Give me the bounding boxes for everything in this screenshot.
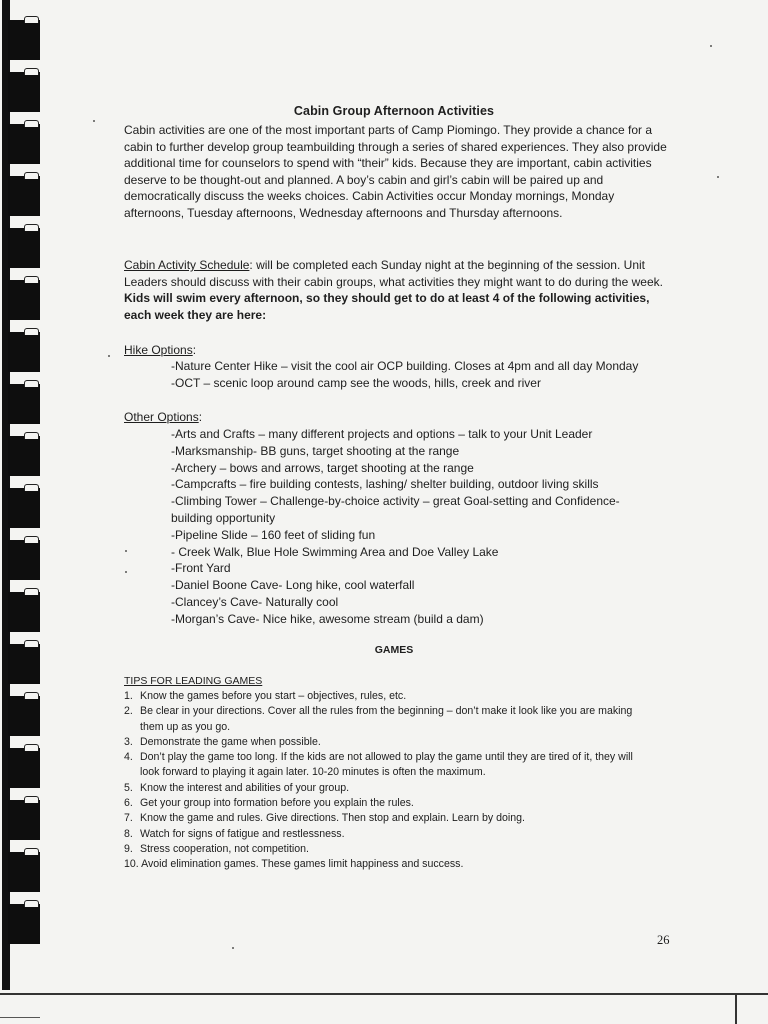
list-item: -Archery – bows and arrows, target shooting at the range [171, 460, 474, 475]
list-item [124, 704, 645, 735]
list-item: -Pipeline Slide – 160 feet of sliding fun [171, 527, 376, 542]
hike-options-heading [124, 342, 196, 359]
item-number: 3. [124, 735, 133, 748]
scan-speck [108, 355, 110, 357]
intro-paragraph: Cabin activities are one of the most important parts of Camp Piomingo. They provide a chance for a cabin to further develop group teambuilding through a series of shared experiences. They also provide additional time for counselors to spend with “their” kids. Because they are important, cabin activities deserve to be thought-out and planned. A boy’s cabin and girl’s cabin will be paired up and democratically discuss the weeks choices. Cabin Activities occur Monday mornings, Monday afternoons, Tuesday afternoons, Wednesday afternoons and Thursday afternoons. [124, 123, 667, 220]
scan-speck [125, 571, 127, 573]
binding-tab [8, 852, 40, 892]
binding-tab [8, 748, 40, 788]
list-item: -Clancey’s Cave- Naturally cool [171, 594, 339, 609]
schedule-text: : will be completed each Sunday night at the beginning of the session. Unit Leaders should discuss with their cabin groups, what activities they might want to do during the week. [124, 258, 663, 289]
item-text: Know the interest and abilities of your group. [140, 781, 350, 794]
hike-options-colon: : [192, 343, 197, 357]
scan-speck [93, 120, 95, 122]
item-text: Demonstrate the game when possible. [140, 735, 321, 748]
list-item [124, 857, 644, 872]
item-text: Watch for signs of fatigue and restlessness. [140, 827, 345, 840]
schedule-label: Cabin Activity Schedule [124, 258, 250, 272]
scan-speck [125, 550, 127, 552]
item-number: 4. [124, 751, 133, 764]
binding-tab [8, 904, 40, 944]
item-number: 9. [124, 842, 133, 855]
binding-tab [8, 280, 40, 320]
list-item [124, 827, 644, 842]
item-number: 5. [124, 781, 133, 794]
list-item [124, 781, 644, 796]
item-text: Avoid elimination games. These games limit happiness and success. [141, 858, 464, 871]
list-item: -Arts and Crafts – many different projects and options – talk to your Unit Leader [171, 427, 593, 441]
binding-tab [8, 72, 40, 112]
item-number: 7. [124, 812, 133, 825]
hike-options-list [171, 358, 671, 392]
list-item: -Climbing Tower – Challenge-by-choice activity – great Goal-setting and Confidence-building opportunity [171, 494, 620, 525]
item-number: 6. [124, 797, 133, 810]
games-heading: GAMES [374, 644, 414, 656]
list-item [124, 811, 644, 826]
list-item: -OCT – scenic loop around camp see the woods, hills, creek and river [171, 375, 541, 390]
binding-strip [0, 0, 40, 990]
binding-tab [8, 332, 40, 372]
item-text: Don’t play the game too long. If the kids are not allowed to play the game until they are tired of it, they will look forward to playing it again later. 10-20 minutes is often the maximum. [140, 751, 633, 779]
list-item [124, 796, 644, 811]
binding-tab [8, 540, 40, 580]
other-options-heading [124, 409, 202, 426]
binding-tab [8, 488, 40, 528]
binding-tab [8, 228, 40, 268]
list-item: -Front Yard [171, 561, 231, 576]
tips-heading: TIPS FOR LEADING GAMES [124, 675, 263, 687]
other-options-list [171, 426, 651, 628]
tips-list [124, 689, 644, 873]
binding-tab [8, 20, 40, 60]
binding-tab [8, 384, 40, 424]
other-options-label: Other Options [124, 410, 199, 424]
binding-tab [8, 800, 40, 840]
binding-tab [8, 592, 40, 632]
list-item: -Marksmanship- BB guns, target shooting at the range [171, 443, 460, 458]
item-number: 2. [124, 705, 133, 718]
binding-tab [8, 696, 40, 736]
list-item: -Daniel Boone Cave- Long hike, cool waterfall [171, 578, 415, 593]
other-options-colon: : [198, 410, 203, 424]
item-number: 1. [124, 690, 133, 702]
binding-tab [8, 644, 40, 684]
binding-tab [8, 124, 40, 164]
schedule-paragraph [124, 257, 672, 323]
list-item [124, 689, 644, 704]
hike-options-label: Hike Options [124, 343, 193, 357]
page-edge-mark [735, 993, 737, 1024]
list-item: -Morgan’s Cave- Nice hike, awesome stream (build a dam) [171, 611, 484, 626]
schedule-bold-text: Kids will swim every afternoon, so they should get to do at least 4 of the following activities, each week they are here: [124, 291, 650, 322]
list-item [124, 842, 644, 857]
scan-speck [232, 947, 234, 949]
list-item: -Nature Center Hike – visit the cool air OCP building. Closes at 4pm and all day Monday [171, 359, 639, 373]
item-text: Know the games before you start – objectives, rules, etc. [140, 690, 407, 702]
list-item: -Campcrafts – fire building contests, lashing/ shelter building, outdoor living skills [171, 477, 599, 492]
item-text: Stress cooperation, not competition. [140, 842, 310, 855]
item-number: 8. [124, 827, 133, 840]
scan-speck [710, 45, 712, 47]
page-corner-line [0, 1017, 40, 1018]
binding-tab [8, 436, 40, 476]
item-text: Get your group into formation before you explain the rules. [140, 797, 414, 810]
item-number: 10. [124, 858, 139, 871]
page-number: 26 [657, 933, 670, 947]
list-item [124, 735, 644, 750]
page-bottom-edge [0, 993, 768, 995]
item-text: Be clear in your directions. Cover all the rules from the beginning – don’t make it look like you are making them up as you go. [140, 705, 633, 733]
list-item [124, 750, 640, 781]
page-title: Cabin Group Afternoon Activities [293, 104, 495, 118]
item-text: Know the game and rules. Give directions. Then stop and explain. Learn by doing. [140, 812, 525, 825]
scan-speck [717, 176, 719, 178]
binding-tab [8, 176, 40, 216]
list-item: - Creek Walk, Blue Hole Swimming Area and Doe Valley Lake [171, 544, 499, 559]
